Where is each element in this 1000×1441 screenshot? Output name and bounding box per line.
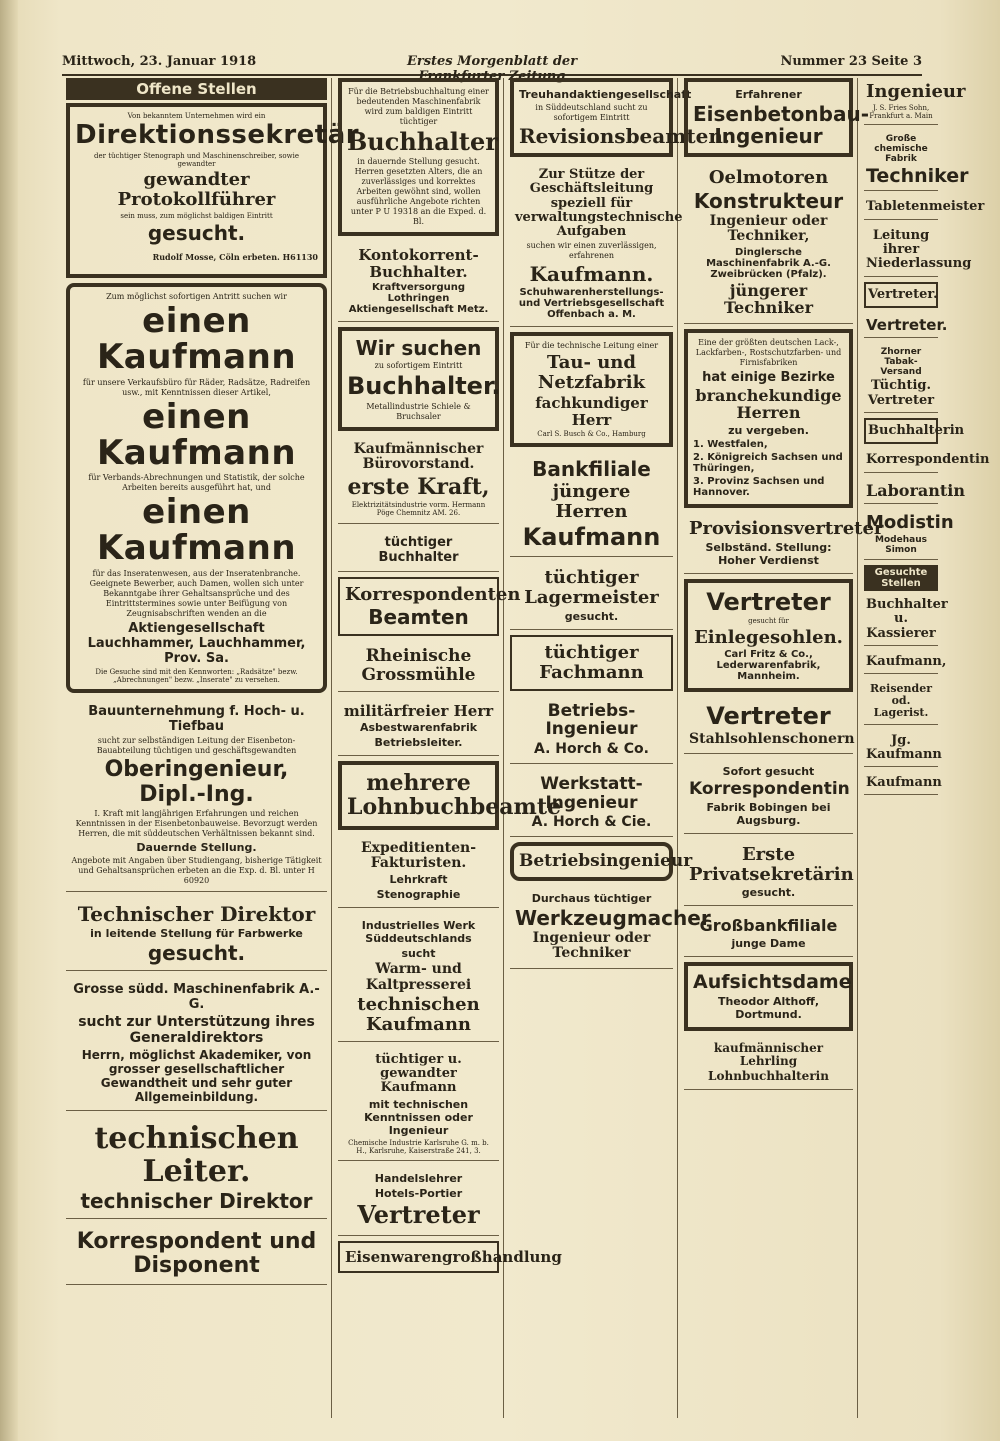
- ad-title: Oberingenieur, Dipl.-Ing.: [104, 757, 289, 807]
- ad-head: Grosse südd. Maschinenfabrik A.-G.: [73, 981, 320, 1012]
- ad-kaufmann-karlsruhe: [338, 1047, 499, 1162]
- ad-title: kaufmännischer Lehrling: [713, 1040, 824, 1069]
- page-spine: [0, 0, 18, 1441]
- ad-head: Durchaus tüchtiger: [531, 892, 652, 906]
- ad-title: Techniker: [866, 164, 969, 187]
- ad-title: Handelslehrer: [374, 1172, 463, 1186]
- ad-head: Erfahrener: [735, 88, 802, 101]
- ad-title: Ingenieur: [866, 81, 966, 102]
- ad-firm: Theodor Althoff, Dortmund.: [717, 994, 820, 1021]
- ad-tuechtiger-buchhalter: [338, 529, 499, 572]
- ad-kaufmann-last: [864, 772, 942, 795]
- ad-bankfiliale: [510, 452, 673, 557]
- ad-buchhalter-kassierer: [864, 594, 948, 646]
- ad-grossbankfiliale: [684, 911, 853, 957]
- ad-call: Dauernde Stellung.: [136, 840, 257, 854]
- ad-kaufmann-gesuch: [864, 651, 947, 674]
- ad-vertreter-2: [864, 313, 948, 339]
- ad-kaufmann: Kaufmann: [522, 523, 661, 552]
- ad-asbest: Asbestwarenfabrik: [359, 721, 478, 735]
- ad-lauchhammer: [66, 283, 327, 693]
- ad-title-2: einen Kaufmann: [96, 396, 297, 473]
- ad-vertreter: Vertreter: [357, 1200, 480, 1230]
- ad-title: Werkzeugmacher: [515, 906, 711, 931]
- ad-aufsichtsdame: [684, 962, 853, 1031]
- ad-laborantin: [864, 478, 966, 505]
- ad-text: der tüchtiger Stenograph und Maschinenschreiber, sowie gewandter: [94, 151, 299, 169]
- ad-text: mit technischen Kenntnissen oder Ingenieur: [364, 1097, 473, 1137]
- ad-firm: Elektrizitätsindustrie vorm. Hermann Pöge Chemnitz AM. 26.: [351, 500, 486, 518]
- ad-title: tüchtiger u. gewandter Kaufmann: [375, 1051, 462, 1096]
- ad-text: zu sofortigem Eintritt: [374, 361, 463, 371]
- ad-title: technischen Leiter.: [94, 1120, 299, 1189]
- ad-werkstatt-ingenieur: [510, 769, 673, 837]
- ad-eisenwaren: [338, 1241, 562, 1274]
- ad-title: Rheinische Grossmühle: [361, 646, 476, 686]
- ad-modistin: [864, 509, 954, 560]
- ad-title: Werkstatt-Ingenieur: [540, 774, 643, 813]
- ad-ref: Rudolf Mosse, Cöln erbeten. H61130: [152, 252, 318, 263]
- ad-head: Treuhandaktiengesellschaft: [519, 88, 692, 101]
- ad-title: Direktionssekretär: [75, 120, 360, 151]
- ad-title-1: einen Kaufmann: [96, 301, 297, 378]
- ad-militaerfreier-herr: [338, 697, 499, 757]
- ad-title: Korrespondentin: [689, 779, 850, 800]
- ad-text: in Süddeutschland sucht zu sofortigem Eintritt: [535, 103, 648, 122]
- ad-buerovorstand: [338, 436, 499, 524]
- ad-selbstaendig: Selbständ. Stellung: Hoher Verdienst: [705, 540, 832, 567]
- ad-title: tüchtiger Buchhalter: [378, 534, 459, 565]
- ad-subtitle: Stahlsohlenschonern: [689, 730, 855, 747]
- ad-title: Laborantin: [866, 480, 966, 500]
- ad-intro: sucht zur selbständigen Leitung der Eisenbeton-Bauabteilung tüchtigen und geschäftsgewandten: [96, 736, 297, 756]
- ad-call: Kaufmann.: [529, 262, 654, 287]
- ad-subtitle: junge Dame: [731, 936, 806, 950]
- ad-lagermeister: [510, 562, 673, 630]
- ad-subtitle: zu vergeben.: [728, 423, 809, 437]
- ad-title: Vertreter: [706, 587, 831, 616]
- ad-call: erste Kraft,: [347, 473, 490, 500]
- ad-netzfabrik: [510, 332, 673, 447]
- ad-reisender: [864, 679, 938, 724]
- ad-firm: J. S. Fries Sohn, Frankfurt a. Main: [869, 103, 933, 121]
- ad-firm: A. Horch & Cie.: [531, 814, 652, 831]
- column-4: [680, 78, 884, 1418]
- ad-ingenieur: Ingenieur oder Techniker: [532, 930, 651, 962]
- ad-title: tüchtiger Fachmann: [539, 642, 644, 683]
- ad-asbest-call: Betriebsleiter.: [374, 736, 463, 750]
- ad-title-2: Beamten: [368, 605, 469, 630]
- ad-title: Technischer Direktor: [77, 901, 316, 926]
- ad-eisenbetonbau: [684, 78, 869, 157]
- ad-call: Ingenieur oder Techniker,: [709, 212, 828, 245]
- ad-niederlassung: [864, 225, 972, 277]
- ad-title-2: Buchhalter.: [347, 372, 501, 401]
- ad-title: Provisionsvertreter: [689, 517, 884, 539]
- ad-title: Aufsichtsdame: [693, 970, 852, 993]
- ad-subtitle: Einlegesohlen.: [694, 626, 843, 648]
- ad-intro: Von bekanntem Unternehmen wird ein: [127, 112, 266, 120]
- ad-text: Für die Betriebsbuchhaltung einer bedeutenden Maschinenfabrik wird zum baldigen Eintritt tüchtiger: [348, 87, 489, 126]
- ad-title: Korrespondentin: [866, 452, 990, 468]
- ad-techniker: jüngerer Techniker: [723, 280, 814, 318]
- ad-privatsekretaerin: [684, 839, 853, 907]
- ad-stahlsohlen: [684, 697, 853, 754]
- ad-subtitle: technischen Kaufmann: [357, 994, 480, 1035]
- ad-kontokorrent: [338, 241, 499, 322]
- ad-text-3: für das Inseratenwesen, aus der Inseratenbranche. Geeignete Bewerber, auch Damen, wollen sich unter Bekanntgabe ihrer Gehaltsansprüche und des Eintrittstermines sowie unter Beifügung von Zeugnisabschriften wenden an die: [89, 568, 304, 618]
- ad-subtitle: Konstrukteur: [693, 188, 844, 213]
- ad-title: Tau- und Netzfabrik: [537, 352, 646, 394]
- ad-ref: Die Gesuche sind mit den Kennworten: „Radsätze" bezw. „Abrechnungen" bezw. „Inserate" zu versehen.: [95, 667, 298, 684]
- ad-einlegesohlen: [684, 579, 853, 693]
- ad-oberingenieur: [66, 698, 327, 891]
- ad-title: Eisenwarengroßhandlung: [345, 1247, 562, 1266]
- masthead-page-number: Nummer 23 Seite 3: [780, 54, 922, 69]
- ad-title: Kontokorrent-Buchhalter.: [358, 246, 479, 281]
- column-3: [506, 78, 730, 1418]
- ad-techniker: [864, 130, 969, 192]
- ad-title: Reisender od. Lagerist.: [870, 682, 932, 720]
- ad-title: Betriebsingenieur: [519, 851, 693, 872]
- ad-text: sucht zur Unterstützung ihres Generaldirektors: [78, 1013, 315, 1046]
- ad-call: hat einige Bezirke: [702, 369, 835, 385]
- ad-revisionsbeamten: [510, 78, 730, 157]
- ad-subtitle: jüngere Herren: [552, 481, 631, 523]
- ad-wir-suchen-buchhalter: [338, 327, 499, 430]
- ad-korrespondentin-2: [864, 449, 990, 472]
- ad-technischer-direktor: [66, 897, 327, 971]
- ad-subtitle: Tüchtig. Vertreter: [867, 378, 935, 408]
- ad-call: gesucht.: [147, 221, 246, 246]
- ad-title: Leitung ihrer Niederlassung: [866, 227, 972, 272]
- ad-head: Sofort gesucht: [722, 765, 815, 779]
- ad-ref: Angebote mit Angaben über Studiengang, bisherige Tätigkeit und Gehaltsansprüchen erbeten an die Exp. d. Bl. unter H 60920: [71, 855, 322, 885]
- ad-list-1: 1. Westfalen,: [693, 438, 768, 450]
- ad-title: Vertreter.: [868, 286, 938, 302]
- ad-title: branchekundige Herren: [695, 385, 842, 423]
- ad-text-1: für unsere Verkaufsbüro für Räder, Radsätze, Radreifen usw., mit Kenntnissen dieser Artikel,: [82, 377, 311, 397]
- ad-title: Kaufmann,: [866, 653, 947, 669]
- ad-title: Eisenbetonbau-Ingenieur: [693, 102, 869, 148]
- ad-title-1: Wir suchen: [355, 336, 482, 361]
- ad-firm: Kraftversorgung Lothringen Aktiengesellschaft Metz.: [348, 282, 489, 316]
- ad-firm: A. Horch & Co.: [534, 741, 649, 758]
- ad-tabak-versand: [864, 343, 938, 413]
- ad-stenographie: Stenographie: [376, 888, 461, 902]
- ad-jg-kaufmann: [864, 730, 942, 768]
- ad-betriebsingenieur: [510, 842, 693, 881]
- ad-subtitle: Lohnbuchhalterin: [708, 1069, 829, 1084]
- ad-lehrkraft: Lehrkraft: [389, 873, 448, 887]
- ad-head: Bauunternehmung f. Hoch- u. Tiefbau: [88, 704, 305, 735]
- masthead-title: Erstes Morgenblatt der Frankfurter Zeitung: [406, 54, 578, 84]
- ad-firm: Carl S. Busch & Co., Hamburg: [537, 430, 646, 439]
- masthead-date: Mittwoch, 23. Januar 1918: [62, 54, 257, 69]
- ad-title: Revisionsbeamten.: [519, 124, 730, 148]
- ad-text: sucht: [401, 947, 436, 961]
- ad-subtitle: fachkundiger Herr: [535, 394, 648, 429]
- ad-firm: Chemische Industrie Karlsruhe G. m. b. H., Karlsruhe, Kaiserstraße 241, 3.: [348, 1138, 489, 1156]
- ad-head: Große chemische Fabrik: [874, 133, 928, 164]
- ad-maschinenfabrik: [66, 976, 327, 1111]
- ad-title: Buchhalterin: [868, 423, 965, 439]
- ad-text: I. Kraft mit langjährigen Erfahrungen und reichen Kenntnissen in der Eisenbetonbauweise. Bevorzugt werden Herren, die mit süddeutschen Verhältnissen bekannt sind.: [75, 808, 318, 838]
- ad-title: Zur Stütze der Geschäftsleitung speziell für verwaltungstechnische Aufgaben: [515, 167, 683, 240]
- ad-buchhalterin: [864, 418, 965, 444]
- ad-title-2: technischer Direktor: [80, 1188, 313, 1213]
- ad-text-2: für Verbands-Abrechnungen und Statistik, der solche Arbeiten bereits ausgeführt hat, und: [88, 473, 305, 493]
- ad-list-3: 3. Provinz Sachsen und Hannover.: [693, 475, 825, 498]
- ad-title: Industrielles Werk Süddeutschlands: [361, 919, 476, 946]
- ad-firm: Carl Fritz & Co., Lederwarenfabrik, Mannheim.: [716, 649, 821, 683]
- ad-call: Herrn, möglichst Akademiker, von grosser gesellschaftlicher Gewandtheit und sehr guter Allgemeinbildung.: [81, 1047, 312, 1104]
- ad-portier: Hotels-Portier: [374, 1187, 463, 1201]
- ad-industrielles-werk: [338, 913, 499, 1041]
- ad-title: mehrere Lohnbuchbeamte: [347, 770, 561, 821]
- ad-firm: Dinglersche Maschinenfabrik A.-G. Zweibrücken (Pfalz).: [706, 246, 831, 280]
- ad-firm: Aktiengesellschaft Lauchhammer, Lauchhammer, Prov. Sa.: [87, 620, 306, 666]
- section-header-2: Gesuchte Stellen: [864, 565, 938, 591]
- ad-subtitle: gewandter Protokollführer: [117, 169, 276, 211]
- masthead: [62, 52, 922, 84]
- ad-list-2: 2. Königreich Sachsen und Thüringen,: [693, 451, 843, 474]
- ad-title: Vertreter: [706, 702, 831, 731]
- ad-call: gesucht.: [741, 886, 796, 900]
- ad-oelmotoren: [684, 162, 853, 324]
- ad-firm: Modehaus Simon: [875, 535, 927, 556]
- ad-fachmann: [510, 635, 673, 691]
- ad-buchhalter-maschinenfabrik: [338, 78, 499, 236]
- ad-title: Vertreter.: [866, 315, 948, 334]
- ad-ingenieur-fries: [864, 78, 966, 125]
- ad-tabletenmeister: [864, 196, 985, 219]
- ad-text: Eine der größten deutschen Lack-, Lackfarben-, Rostschutzfarben- und Firnisfabriken: [695, 337, 842, 367]
- ad-lackfabrik: [684, 329, 853, 508]
- ad-title: Jg. Kaufmann: [866, 732, 942, 762]
- ad-subtitle: in leitende Stellung für Farbwerke: [90, 926, 303, 940]
- ad-betriebs-ingenieur: [510, 696, 673, 764]
- ad-title: Korrespondent und Disponent: [76, 1228, 317, 1278]
- ad-text: gesucht für: [748, 617, 789, 626]
- ad-lehrling: [684, 1036, 853, 1091]
- ad-title: Zhorner Tabak-Versand: [880, 347, 922, 378]
- ad-korrespondentin: [684, 759, 853, 834]
- ad-korrespondent: [66, 1224, 327, 1285]
- ad-title: Erste Privatsekretärin: [689, 843, 854, 885]
- ad-rheinische-grossmuehle: [338, 641, 499, 691]
- ad-title: Modistin: [866, 512, 954, 534]
- ad-text: suchen wir einen zuverlässigen, erfahrenen: [526, 241, 657, 261]
- ad-provisionsvertreter: [684, 513, 884, 574]
- ad-direktionssekretaer: [66, 103, 360, 278]
- ad-firm: Schuhwarenherstellungs- und Vertriebsgesellschaft Offenbach a. M.: [518, 287, 665, 321]
- ad-title: tüchtiger Lagermeister: [524, 567, 659, 609]
- ad-title: Expeditienten-Fakturisten.: [360, 839, 477, 871]
- ad-firm: Metallindustrie Schiele & Bruchsaler: [366, 401, 471, 421]
- ad-title-3: einen Kaufmann: [96, 492, 297, 568]
- ad-korrespondenten: [338, 577, 521, 637]
- ad-title: Tabletenmeister: [866, 199, 985, 215]
- ad-technischer-leiter: [66, 1116, 327, 1219]
- ad-title: Kaufmann: [866, 775, 942, 791]
- ad-intro: Zum möglichst sofortigen Antritt suchen wir: [106, 292, 287, 302]
- ad-firm: Fabrik Bobingen bei Augsburg.: [706, 800, 831, 827]
- column-5: [860, 78, 990, 1418]
- ad-title: Großbankfiliale: [699, 916, 838, 936]
- column-2: [334, 78, 562, 1418]
- section-header: Offene Stellen: [66, 78, 327, 100]
- ad-lohnbuchbeamte: [338, 761, 561, 829]
- ad-geschaeftsleitung: [510, 162, 683, 327]
- ad-title: militärfreier Herr: [343, 701, 494, 720]
- ad-call: Warm- und Kaltpresserei: [365, 961, 472, 993]
- ad-text: Für die technische Leitung einer: [524, 341, 659, 351]
- ad-title: Bankfiliale: [532, 457, 651, 482]
- ad-title: Oelmotoren: [708, 167, 829, 188]
- ad-vertreter-1: [864, 282, 938, 308]
- ad-werkzeugmacher: [510, 886, 711, 969]
- column-1: [62, 78, 360, 1418]
- ad-title: Buchhalter: [347, 127, 498, 156]
- ad-title: Kaufmännischer Bürovorstand.: [353, 440, 484, 473]
- ad-more: in dauernde Stellung gesucht. Herren gesetzten Alters, die an zuverlässiges und korrektes Arbeiten gewöhnt sind, wollen ausführliche Angebote richten unter P U 19318 an die Exped. d. Bl.: [350, 157, 487, 227]
- ad-handelslehrer: [338, 1166, 499, 1235]
- ad-title: Buchhalter u. Kassierer: [866, 597, 948, 641]
- ad-title: Betriebs-Ingenieur: [545, 700, 638, 740]
- ad-title: Korrespondenten: [345, 583, 521, 605]
- ad-call: gesucht.: [147, 940, 246, 965]
- ad-expedienten: [338, 835, 499, 909]
- ad-call: gesucht.: [564, 610, 619, 624]
- ad-more: sein muss, zum möglichst baldigen Eintritt: [120, 212, 273, 221]
